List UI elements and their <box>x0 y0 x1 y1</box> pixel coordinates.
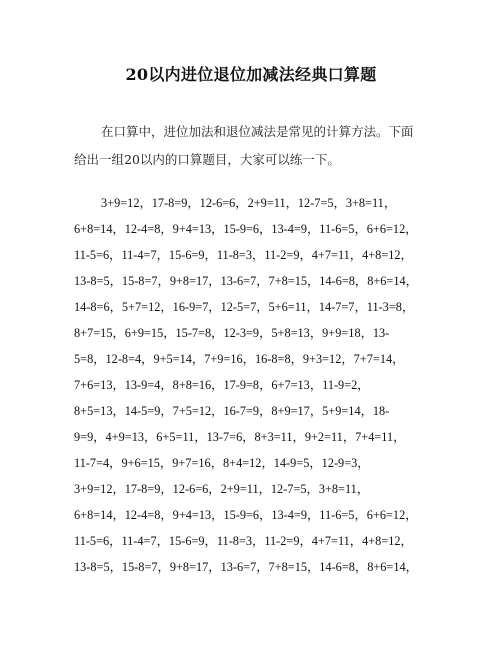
problem-line: 11-5=6，11-4=7，15-6=9，11-8=3，11-2=9，4+7=11，4+8=12， <box>74 534 413 548</box>
problem-line: 11-7=4，9+6=15，9+7=16，8+4=12，14-9=5，12-9=3， <box>74 456 370 470</box>
problem-line: 6+8=14，12-4=8，9+4=13，15-9=6，13-4=9，11-6=5，6+6=12， <box>74 508 418 522</box>
problem-line: 13-8=5，15-8=7，9+8=17，13-6=7，7+8=15，14-6=8，8+6=14， <box>74 274 418 288</box>
intro-line: 在口算中，进位加法和退位减法是常见的计算方法。下面 <box>101 124 414 139</box>
problem-line: 11-5=6，11-4=7，15-6=9，11-8=3，11-2=9，4+7=11，4+8=12， <box>74 248 413 262</box>
intro-paragraph <box>74 118 440 174</box>
problem-line: 14-8=6，5+7=12，16-9=7，12-5=7，5+6=11，14-7=7，11-3=8， <box>74 300 415 314</box>
problem-list <box>74 190 444 580</box>
problem-line: 3+9=12，17-8=9，12-6=6，2+9=11，12-7=5，3+8=11， <box>101 196 397 210</box>
document-title: 20以内进位退位加减法经典口算题 <box>125 65 377 84</box>
problem-line: 9=9，4+9=13，6+5=11，13-7=6，8+3=11，9+2=11，7+4=11， <box>74 430 406 444</box>
problem-line: 13-8=5，15-8=7，9+8=17，13-6=7，7+8=15，14-6=8，8+6=14， <box>74 560 418 574</box>
problem-line: 6+8=14，12-4=8，9+4=13，15-9=6，13-4=9，11-6=5，6+6=12， <box>74 222 418 236</box>
intro-line: 给出一组20以内的口算题目，大家可以练一下。 <box>74 152 340 167</box>
problem-line: 8+5=13，14-5=9，7+5=12，16-7=9，8+9=17，5+9=14，18- <box>74 404 390 418</box>
problem-line: 7+6=13，13-9=4，8+8=16，17-9=8，6+7=13，11-9=2， <box>74 378 370 392</box>
problem-line: 5=8，12-8=4，9+5=14，7+9=16，16-8=8，9+3=12，7+7=14， <box>74 352 405 366</box>
problem-line: 3+9=12，17-8=9，12-6=6，2+9=11，12-7=5，3+8=11， <box>74 482 370 496</box>
problem-line: 8+7=15，6+9=15，15-7=8，12-3=9，5+8=13，9+9=18，13- <box>74 326 390 340</box>
